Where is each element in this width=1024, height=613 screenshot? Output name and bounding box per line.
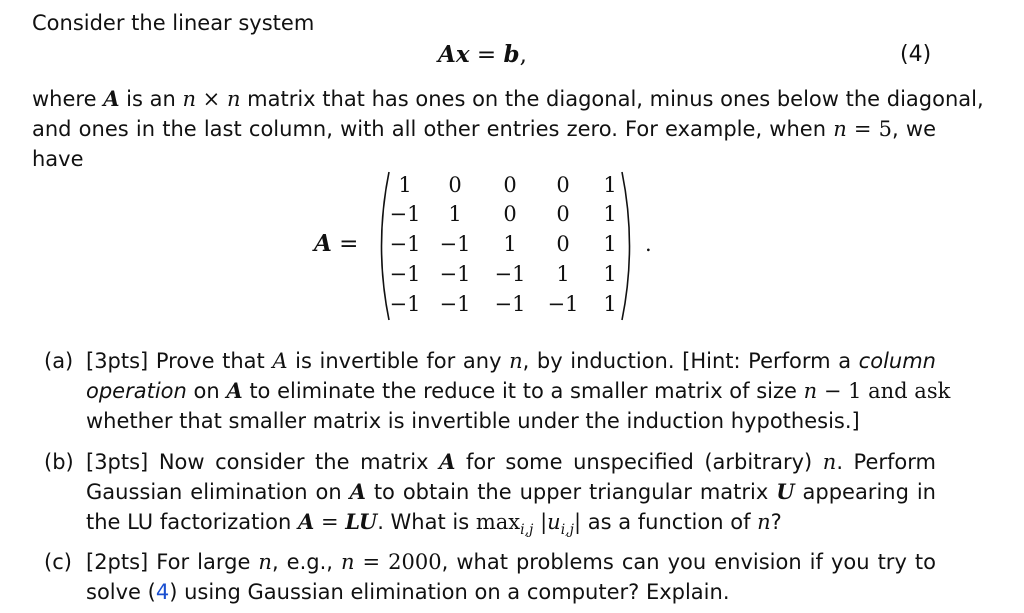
eq-x: x xyxy=(455,41,470,68)
desc-line-3: have xyxy=(32,147,84,171)
part-a-text: − 1 and ask xyxy=(817,379,951,403)
part-c-2000: = 2000 xyxy=(354,550,442,574)
part-c-n: n xyxy=(258,550,272,574)
part-a-text: is invertible for any xyxy=(287,349,510,373)
desc-text: , we xyxy=(892,117,936,141)
matrix-name: A xyxy=(314,230,332,257)
matrix-cell: 0 xyxy=(556,173,570,197)
part-b-text: . Perform xyxy=(836,450,936,474)
part-b-line-3 xyxy=(86,507,782,545)
matrix-cell: 1 xyxy=(603,262,617,286)
part-a-label: (a) xyxy=(44,349,74,373)
part-b-text: the LU factorization xyxy=(86,510,298,534)
matrix-cell: −1 xyxy=(389,262,421,286)
desc-text: matrix that has ones on the diagonal, minus ones below the diagonal, xyxy=(240,87,984,111)
part-b-u: |u xyxy=(533,510,561,534)
part-c-text: [2pts] For large xyxy=(86,550,259,574)
part-c-line-1 xyxy=(86,547,936,577)
part-a-text: on xyxy=(186,379,227,403)
part-b-equals: = xyxy=(314,510,346,534)
matrix-cell: −1 xyxy=(389,292,421,316)
desc-text: is an xyxy=(119,87,183,111)
matrix-period: . xyxy=(645,232,652,256)
desc-eq5: = 5 xyxy=(846,117,893,141)
matrix-cell: −1 xyxy=(547,292,579,316)
part-a-line-1 xyxy=(86,346,936,376)
part-b-A: A xyxy=(298,509,315,534)
part-a-text: to eliminate the reduce it to a smaller matrix of size xyxy=(242,379,804,403)
matrix-cell: −1 xyxy=(439,292,471,316)
part-c-n: n xyxy=(340,550,355,574)
part-b-text: for some unspecified (arbitrary) xyxy=(455,450,823,474)
equation-ref-link[interactable]: 4 xyxy=(155,580,170,604)
part-a-A: A xyxy=(272,349,288,373)
equation xyxy=(438,40,527,70)
desc-text: and ones in the last column, with all other entries zero. For example, when xyxy=(32,117,834,141)
matrix-cell: −1 xyxy=(494,262,526,286)
intro-text: Consider the linear system xyxy=(32,11,315,35)
part-a-text: , by induction. [Hint: Perform a xyxy=(522,349,859,373)
matrix-cell: 1 xyxy=(603,232,617,256)
eq-b: b xyxy=(503,41,520,68)
part-b-text: to obtain the upper triangular matrix xyxy=(365,480,777,504)
eq-comma: , xyxy=(519,42,527,68)
part-b-n: n xyxy=(757,510,771,534)
part-b-text: appearing in xyxy=(794,480,936,504)
matrix-cell: −1 xyxy=(389,202,421,226)
desc-nxn: n × n xyxy=(182,87,241,111)
part-b-abs-close: | xyxy=(573,510,588,534)
part-a-text: [3pts] Prove that xyxy=(86,349,273,373)
matrix-cell: 1 xyxy=(556,262,570,286)
matrix-cell: 0 xyxy=(503,202,517,226)
part-a-line-3: whether that smaller matrix is invertible under the induction hypothesis.] xyxy=(86,409,860,433)
desc-A: A xyxy=(103,86,120,111)
desc-line-2 xyxy=(32,114,936,144)
matrix-cell: 0 xyxy=(556,232,570,256)
part-a-line-2 xyxy=(86,376,951,406)
matrix-cell: 1 xyxy=(398,173,412,197)
matrix-cell: 1 xyxy=(603,202,617,226)
part-c-text: ) using Gaussian elimination on a computer? Explain. xyxy=(169,580,730,604)
part-b-n: n xyxy=(822,450,837,474)
eq-A: A xyxy=(438,41,456,68)
part-c-text: , e.g., xyxy=(271,550,341,574)
matrix-equals: = xyxy=(331,231,359,257)
eq-equals: = xyxy=(469,42,504,68)
matrix-cell: −1 xyxy=(439,262,471,286)
part-b-u-sub: i,j xyxy=(560,522,574,539)
part-b-U: U xyxy=(776,479,795,504)
matrix-cell: 0 xyxy=(448,173,462,197)
part-b-line-2 xyxy=(86,477,936,507)
part-b-max: max xyxy=(475,510,521,534)
part-c-text: , what problems can you envision if you try to xyxy=(441,550,936,574)
matrix-label xyxy=(314,229,358,259)
matrix-cell: 1 xyxy=(603,173,617,197)
part-b-LU: LU xyxy=(345,509,378,534)
part-a-operation: operation xyxy=(86,379,187,403)
part-b-line-1 xyxy=(86,447,936,477)
part-c-line-2 xyxy=(86,577,730,607)
part-c-label: (c) xyxy=(44,550,72,574)
matrix-cell: 0 xyxy=(556,202,570,226)
part-b-label: (b) xyxy=(44,450,74,474)
part-b-text: . What is xyxy=(377,510,476,534)
part-b-max-sub: i,j xyxy=(520,522,534,539)
matrix-cell: −1 xyxy=(494,292,526,316)
desc-line-1 xyxy=(32,84,984,114)
matrix-cell: 1 xyxy=(503,232,517,256)
part-b-A: A xyxy=(439,449,456,474)
matrix-cell: 1 xyxy=(448,202,462,226)
part-b-text: Gaussian elimination on xyxy=(86,480,350,504)
matrix-cell: −1 xyxy=(439,232,471,256)
part-b-A: A xyxy=(349,479,366,504)
part-a-column: column xyxy=(858,349,936,373)
matrix-cell: 1 xyxy=(603,292,617,316)
desc-text: where xyxy=(32,87,104,111)
matrix-cell: −1 xyxy=(389,232,421,256)
desc-n: n xyxy=(833,117,847,141)
part-a-A: A xyxy=(226,378,243,403)
part-c-text: solve ( xyxy=(86,580,156,604)
part-b-text: ? xyxy=(770,510,782,534)
equation-label: (4) xyxy=(900,42,932,67)
part-b-text: [3pts] Now consider the matrix xyxy=(86,450,440,474)
part-a-n: n xyxy=(509,349,523,373)
part-a-n: n xyxy=(803,379,818,403)
matrix-cell: 0 xyxy=(503,173,517,197)
part-b-text: as a function of xyxy=(587,510,758,534)
